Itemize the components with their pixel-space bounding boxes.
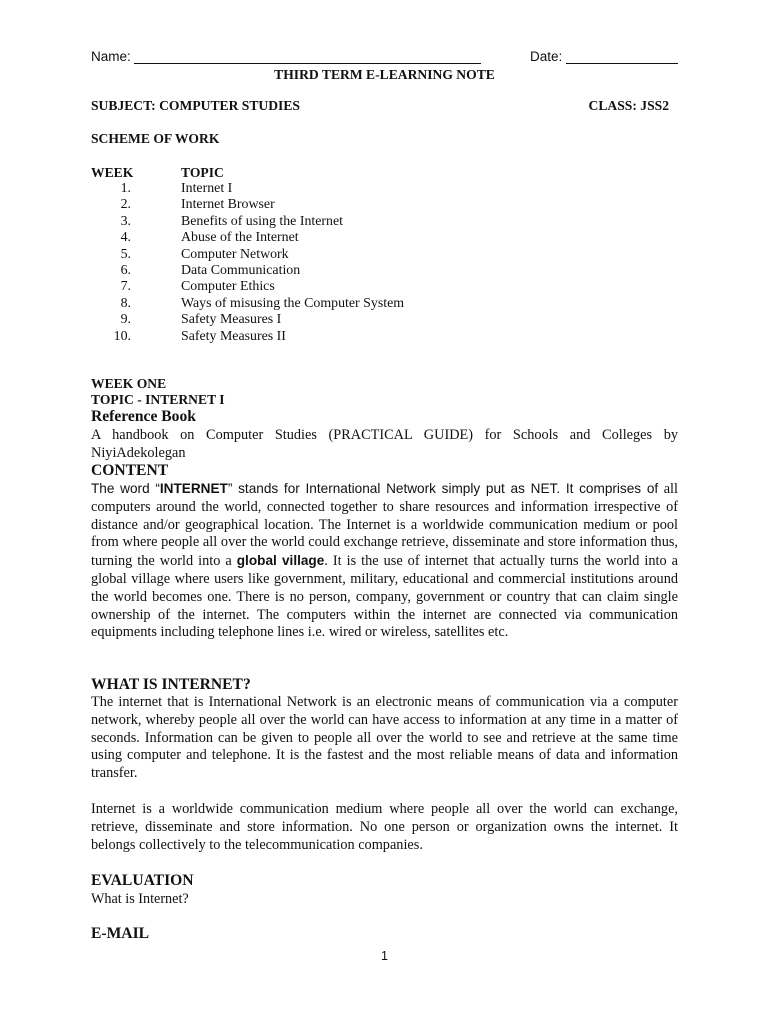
scheme-heading: SCHEME OF WORK (91, 131, 220, 146)
scheme-topic: Safety Measures I (181, 312, 282, 328)
scheme-row (91, 230, 678, 246)
scheme-week-number: 6. (120, 262, 131, 278)
scheme-week-number: 2. (120, 197, 131, 213)
name-blank-line (134, 63, 481, 64)
scheme-row (91, 214, 678, 230)
scheme-week-number: 10. (113, 328, 131, 344)
scheme-week-number: 7. (120, 279, 131, 295)
what-is-internet-heading: WHAT IS INTERNET? (91, 676, 251, 693)
scheme-topic: Ways of misusing the Computer System (181, 295, 405, 311)
internet-term: INTERNET (159, 481, 228, 496)
scheme-row (91, 263, 678, 279)
scheme-week-number: 3. (120, 213, 131, 229)
date-label: Date: (530, 49, 563, 64)
scheme-week-number: 9. (120, 312, 131, 328)
scheme-of-work-table (91, 164, 678, 345)
week-one-label: WEEK ONE (91, 376, 167, 391)
scheme-row (91, 279, 678, 295)
scheme-week-number: 4. (120, 230, 131, 246)
content-paragraph (91, 480, 678, 642)
scheme-topic: Benefits of using the Internet (181, 213, 344, 229)
scheme-topic: Computer Network (181, 246, 289, 262)
content-lead-rest: ” stands for International Network simply put as NET. It comprises of (227, 481, 659, 496)
content-body-continued: . It is the use of internet that actually turns the world into a global village where users like government, military, educational and commercial institutions around the world becomes one. There is no person, company, government or country that can claim single ownership of the internet. The computers within the internet are connected via communication equipments including telephone lines i.e. wired or wireless, satellites etc. (91, 553, 678, 641)
content-body: all computers around the world, connected together to share resources and information irrespective of distance and/or geographical location. The Internet is a worldwide communication medium or pool from where people all over the world could exchange retrieve, disseminate and store information thus, turning the world into a (91, 481, 678, 570)
global-village-term: global village (236, 553, 325, 569)
scheme-table-header (91, 164, 678, 181)
document-page (91, 0, 678, 1024)
name-date-row (91, 48, 678, 66)
name-label: Name: (91, 49, 131, 64)
page-number: 1 (381, 949, 388, 963)
topic-label: TOPIC - INTERNET I (91, 392, 225, 407)
scheme-row (91, 181, 678, 197)
scheme-topic: Internet I (181, 181, 233, 196)
scheme-topic: Internet Browser (181, 197, 275, 213)
scheme-row (91, 247, 678, 263)
subject-class-row (91, 97, 678, 115)
reference-text: A handbook on Computer Studies (PRACTICAL GUIDE) for Schools and Colleges by NiyiAdekolegan (91, 427, 678, 461)
evaluation-question: What is Internet? (91, 891, 189, 907)
scheme-row (91, 197, 678, 213)
date-blank-line (566, 63, 678, 64)
content-lead-open: The word “ (91, 481, 160, 496)
scheme-week-number: 5. (120, 246, 131, 262)
week-column-header: WEEK (91, 165, 134, 180)
scheme-row (91, 312, 678, 328)
scheme-topic: Safety Measures II (181, 328, 286, 344)
topic-column-header: TOPIC (181, 165, 224, 180)
scheme-row (91, 329, 678, 345)
scheme-week-number: 1. (120, 181, 131, 196)
content-heading: CONTENT (91, 462, 169, 479)
reference-heading: Reference Book (91, 408, 196, 425)
scheme-topic: Computer Ethics (181, 279, 275, 295)
class-label: CLASS: JSS2 (588, 98, 669, 113)
what-is-internet-paragraph-1: The internet that is International Network is an electronic means of communication via a computer network, whereby people all over the world can have access to information at any time in a matter of seconds. Information can be given to people all over the world to see and retrieve at the same time using computer and telephone. It is the fastest and the most reliable means of data and information transfer. (91, 694, 678, 782)
scheme-topic: Abuse of the Internet (181, 230, 299, 246)
evaluation-heading: EVALUATION (91, 872, 194, 889)
scheme-row (91, 296, 678, 312)
scheme-topic: Data Communication (181, 262, 301, 278)
scheme-week-number: 8. (120, 295, 131, 311)
document-title: THIRD TERM E-LEARNING NOTE (274, 67, 495, 82)
email-heading: E-MAIL (91, 925, 150, 942)
what-is-internet-paragraph-2: Internet is a worldwide communication medium where people all over the world can exchange, retrieve, disseminate and store information. No one person or organization owns the internet. It belongs collectively to the telecommunication companies. (91, 801, 678, 853)
subject-label: SUBJECT: COMPUTER STUDIES (91, 98, 300, 113)
